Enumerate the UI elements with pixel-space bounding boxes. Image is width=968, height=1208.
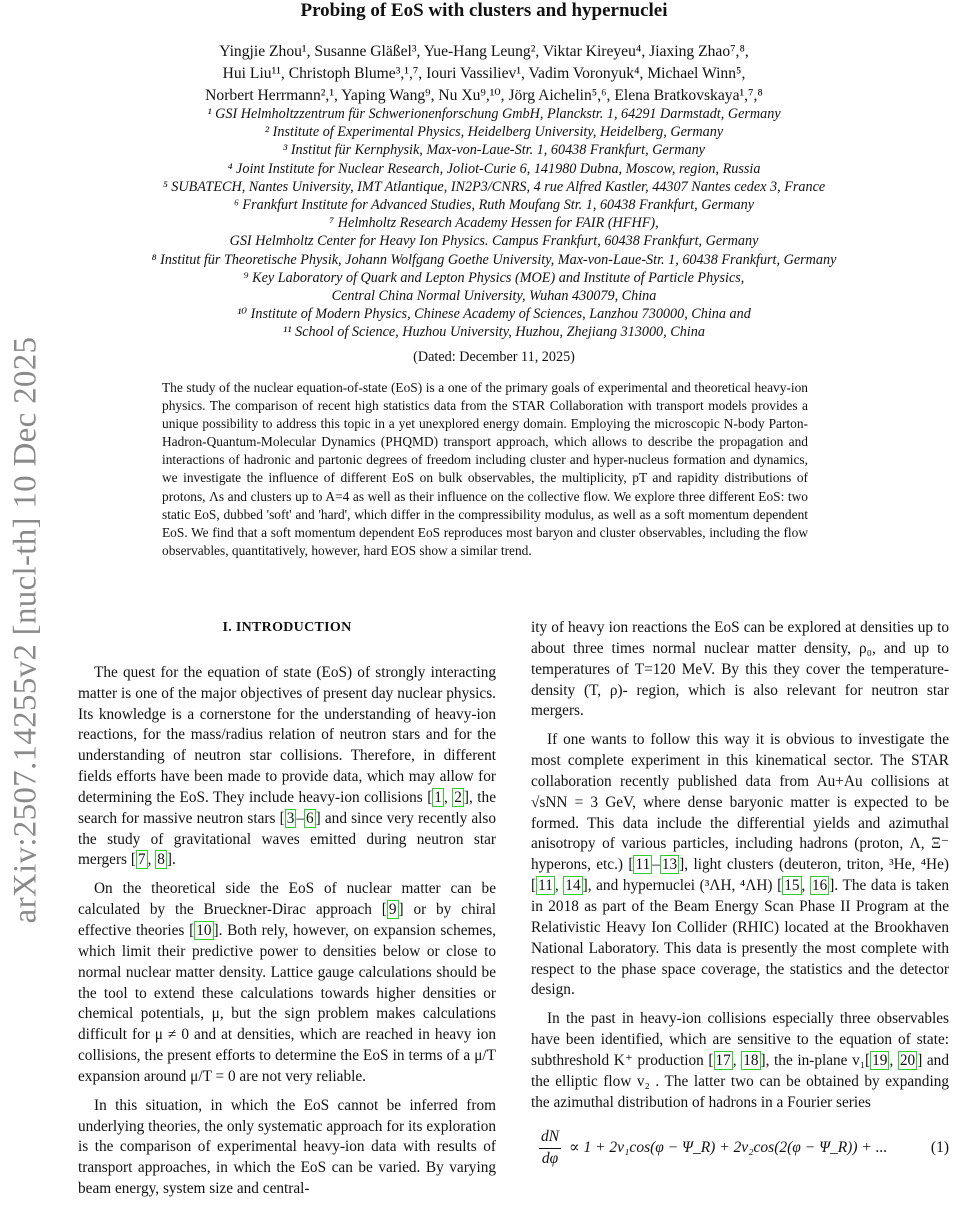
paragraph: On the theoretical side the EoS of nuclear matter can be calculated by the Brueckner-Dirac approach [ 9 ] or by chiral effective theories [ 10 ]. Both rely, however, on expansion schemes, which limit their predictive power to densities below or close to normal nuclear matter density. Lattice gauge calculations should be the tool to extend these calculations towards higher densities or chemical potentials, μ, but the sign problem makes calculations difficult for μ ≠ 0 and at densities, which are reached in heavy ion collisions, the present efforts to determine the EoS in terms of a μ/T expansion around μ/T = 0 are not very reliable. [78, 880, 496, 1085]
citation-link[interactable]: 20 [899, 1051, 916, 1069]
right-column [531, 618, 949, 1170]
author-line: Norbert Herrmann²,¹, Yaping Wang⁹, Nu Xu⁹,¹⁰, Jörg Aichelin⁵,⁶, Elena Bratkovskaya¹,⁷,⁸ [205, 87, 763, 104]
citation-link[interactable]: 6 [306, 809, 314, 827]
paper-title: Probing of EoS with clusters and hypernuclei [300, 0, 668, 21]
affiliation-line: ¹¹ School of Science, Huzhou University, Huzhou, Zhejiang 313000, China [283, 324, 705, 341]
affiliation-line: GSI Helmholtz Center for Heavy Ion Physics. Campus Frankfurt, 60438 Frankfurt, Germany [229, 233, 759, 250]
fraction-denominator: dφ [541, 1150, 559, 1168]
affiliation-line: Central China Normal University, Wuhan 430079, China [331, 288, 657, 305]
equation-fraction [539, 1127, 561, 1170]
citation-link[interactable]: 11 [538, 877, 553, 895]
citation-link[interactable]: 17 [715, 1051, 731, 1069]
citation-link[interactable]: 7 [137, 851, 146, 869]
paragraph: In the past in heavy-ion collisions especially three observables have been identified, which are sensitive to the equation of state: subthreshold K⁺ production [ 17 , 18 ], the in-plane v₁[ 19 , 20 ] and the elliptic flow v₂ . The latter two can be obtained by expanding the azimuthal distribution of hadrons in a Fourier series [531, 1010, 949, 1111]
abstract: The study of the nuclear equation-of-state (EoS) is a one of the primary goals of experimental and theoretical heavy-ion physics. The comparison of recent high statistics data from the STAR Collaboration with transport models provides a unique possibility to address this topic in a yet unexplored energy domain. Employing the microscopic N-body Parton-Hadron-Quantum-Molecular Dynamics (PHQMD) transport approach, which allows to describe the propagation and interactions of hadronic and partonic degrees of freedom including cluster and hyper-nucleus formation and dynamics, we investigate the influence of different EoS on bulk observables, the multiplicity, pT and rapidity distributions of protons, Λs and clusters up to A=4 as well as their influence on the collective flow. We explore three different EoS: two static EoS, dubbed 'soft' and 'hard', which differ in the compressibility modulus, as well as a soft momentum dependent EoS. We find that a soft momentum dependent EoS reproduces most baryon and cluster observables, including the flow observables, quantitatively, however, hard EOS show a similar trend. [162, 380, 808, 558]
section-heading: I. INTRODUCTION [222, 620, 352, 635]
affiliation-line: ¹⁰ Institute of Modern Physics, Chinese Academy of Sciences, Lanzhou 730000, China and [237, 306, 751, 323]
affiliation-line: ³ Institut für Kernphysik, Max-von-Laue-Str. 1, 60438 Frankfurt, Germany [283, 142, 705, 159]
affiliation-line: ⁶ Frankfurt Institute for Advanced Studies, Ruth Moufang Str. 1, 60438 Frankfurt, Germany [233, 197, 755, 214]
affiliation-line: ² Institute of Experimental Physics, Heidelberg University, Heidelberg, Germany [264, 124, 724, 141]
citation-link[interactable]: 14 [565, 877, 581, 895]
affiliation-line: ⁴ Joint Institute for Nuclear Research, Joliot-Curie 6, 141980 Dubna, Moscow, region, Russia [227, 160, 761, 177]
citation-link[interactable]: 15 [784, 877, 800, 895]
citation-link[interactable]: 10 [196, 921, 212, 939]
author-list [60, 41, 908, 107]
affiliation-line: ¹ GSI Helmholtzzentrum für Schwerionenforschung GmbH, Planckstr. 1, 64291 Darmstadt, Germany [207, 106, 781, 122]
author-line: Hui Liu¹¹, Christoph Blume³,¹,⁷, Iouri Vassiliev¹, Vadim Voronyuk⁴, Michael Winn⁵, [222, 65, 746, 82]
affiliation-line: ⁸ Institut für Theoretische Physik, Johann Wolfgang Goethe University, Max-von-Laue-Str. 1, 60438 Frankfurt, Germany [151, 251, 837, 268]
equation-1 [531, 1127, 949, 1170]
paragraph: If one wants to follow this way it is obvious to investigate the most complete experiment in this kinematical sector. The STAR collaboration recently published data from Au+Au collisions at √sNN = 3 GeV, where dense baryonic matter is expected to be formed. This data include the differential yields and azimuthal anisotropy of various particles, including hadrons (proton, Λ, Ξ⁻ hyperons, etc.) [ 11 – 13 ], light clusters (deuteron, triton, ³He, ⁴He) [ 11 , 14 ], and hypernuclei (³ΛH, ⁴ΛH) [ 15 , 16 ]. The data is taken in 2018 as part of the Beam Energy Scan Phase II Program at the Relativistic Heavy Ion Collider (RHIC) located at the Brookhaven National Laboratory. This data is presently the most complete with respect to the phase space coverage, the statistics and the detector design. [531, 731, 949, 999]
left-column [78, 618, 496, 1208]
citation-link[interactable]: 3 [286, 809, 295, 827]
citation-link[interactable]: 11 [635, 856, 651, 874]
date-line: (Dated: December 11, 2025) [413, 349, 575, 365]
affiliation-list [60, 105, 928, 342]
citation-link[interactable]: 1 [434, 788, 442, 806]
affiliation-line: ⁹ Key Laboratory of Quark and Lepton Physics (MOE) and Institute of Particle Physics, [243, 269, 745, 286]
arxiv-identifier: arXiv:2507.14255v2 [nucl-th] 10 Dec 2025 [7, 336, 44, 924]
paragraph: ity of heavy ion reactions the EoS can be explored at densities up to about three times normal nuclear matter density, ρ₀, and up to temperatures of T=120 MeV. By this they cover the temperature-density (T, ρ)- region, which is also relevant for neutron star mergers. [531, 619, 949, 720]
citation-link[interactable]: 13 [661, 856, 678, 874]
citation-link[interactable]: 8 [157, 851, 165, 869]
citation-link[interactable]: 16 [811, 877, 828, 895]
paragraph: The quest for the equation of state (EoS) of strongly interacting matter is one of the major objectives of present day nuclear physics. Its knowledge is a cornerstone for the understanding of heavy-ion reactions, for the mass/radius relation of neutron stars and for the understanding of neutron star collisions. Therefore, in different fields efforts have been made to provide data, which may allow for determining the EoS. They include heavy-ion collisions [ 1 , 2 ], the search for massive neutron stars [ 3 – 6 ] and since very recently also the study of gravitational waves emitted during neutron star mergers [ 7 , 8 ]. [78, 663, 496, 869]
affiliation-line: ⁵ SUBATECH, Nantes University, IMT Atlantique, IN2P3/CNRS, 4 rue Alfred Kastler, 44307 Nantes cedex 3, France [162, 178, 826, 195]
equation-body: ∝ 1 + 2v₁cos(φ − Ψ_R) + 2v₂cos(2(φ − Ψ_R)) + ... [569, 1139, 888, 1157]
citation-link[interactable]: 18 [743, 1051, 759, 1069]
citation-link[interactable]: 19 [872, 1051, 888, 1069]
arxiv-sidebar [4, 290, 48, 970]
fraction-numerator: dN [539, 1127, 561, 1149]
citation-link[interactable]: 9 [388, 901, 397, 919]
paragraph: In this situation, in which the EoS cannot be inferred from underlying theories, the only systematic approach for its exploration is the comparison of experimental heavy-ion data with results of transport approaches, in which the EoS can be varied. By varying beam energy, system size and central- [78, 1096, 496, 1198]
author-line: Yingjie Zhou¹, Susanne Gläßel³, Yue-Hang Leung², Viktar Kireyeu⁴, Jiaxing Zhao⁷,⁸, [219, 43, 749, 60]
citation-link[interactable]: 2 [454, 788, 462, 806]
equation-number: (1) [930, 1139, 949, 1157]
affiliation-line: ⁷ Helmholtz Research Academy Hessen for FAIR (HFHF), [329, 215, 659, 232]
